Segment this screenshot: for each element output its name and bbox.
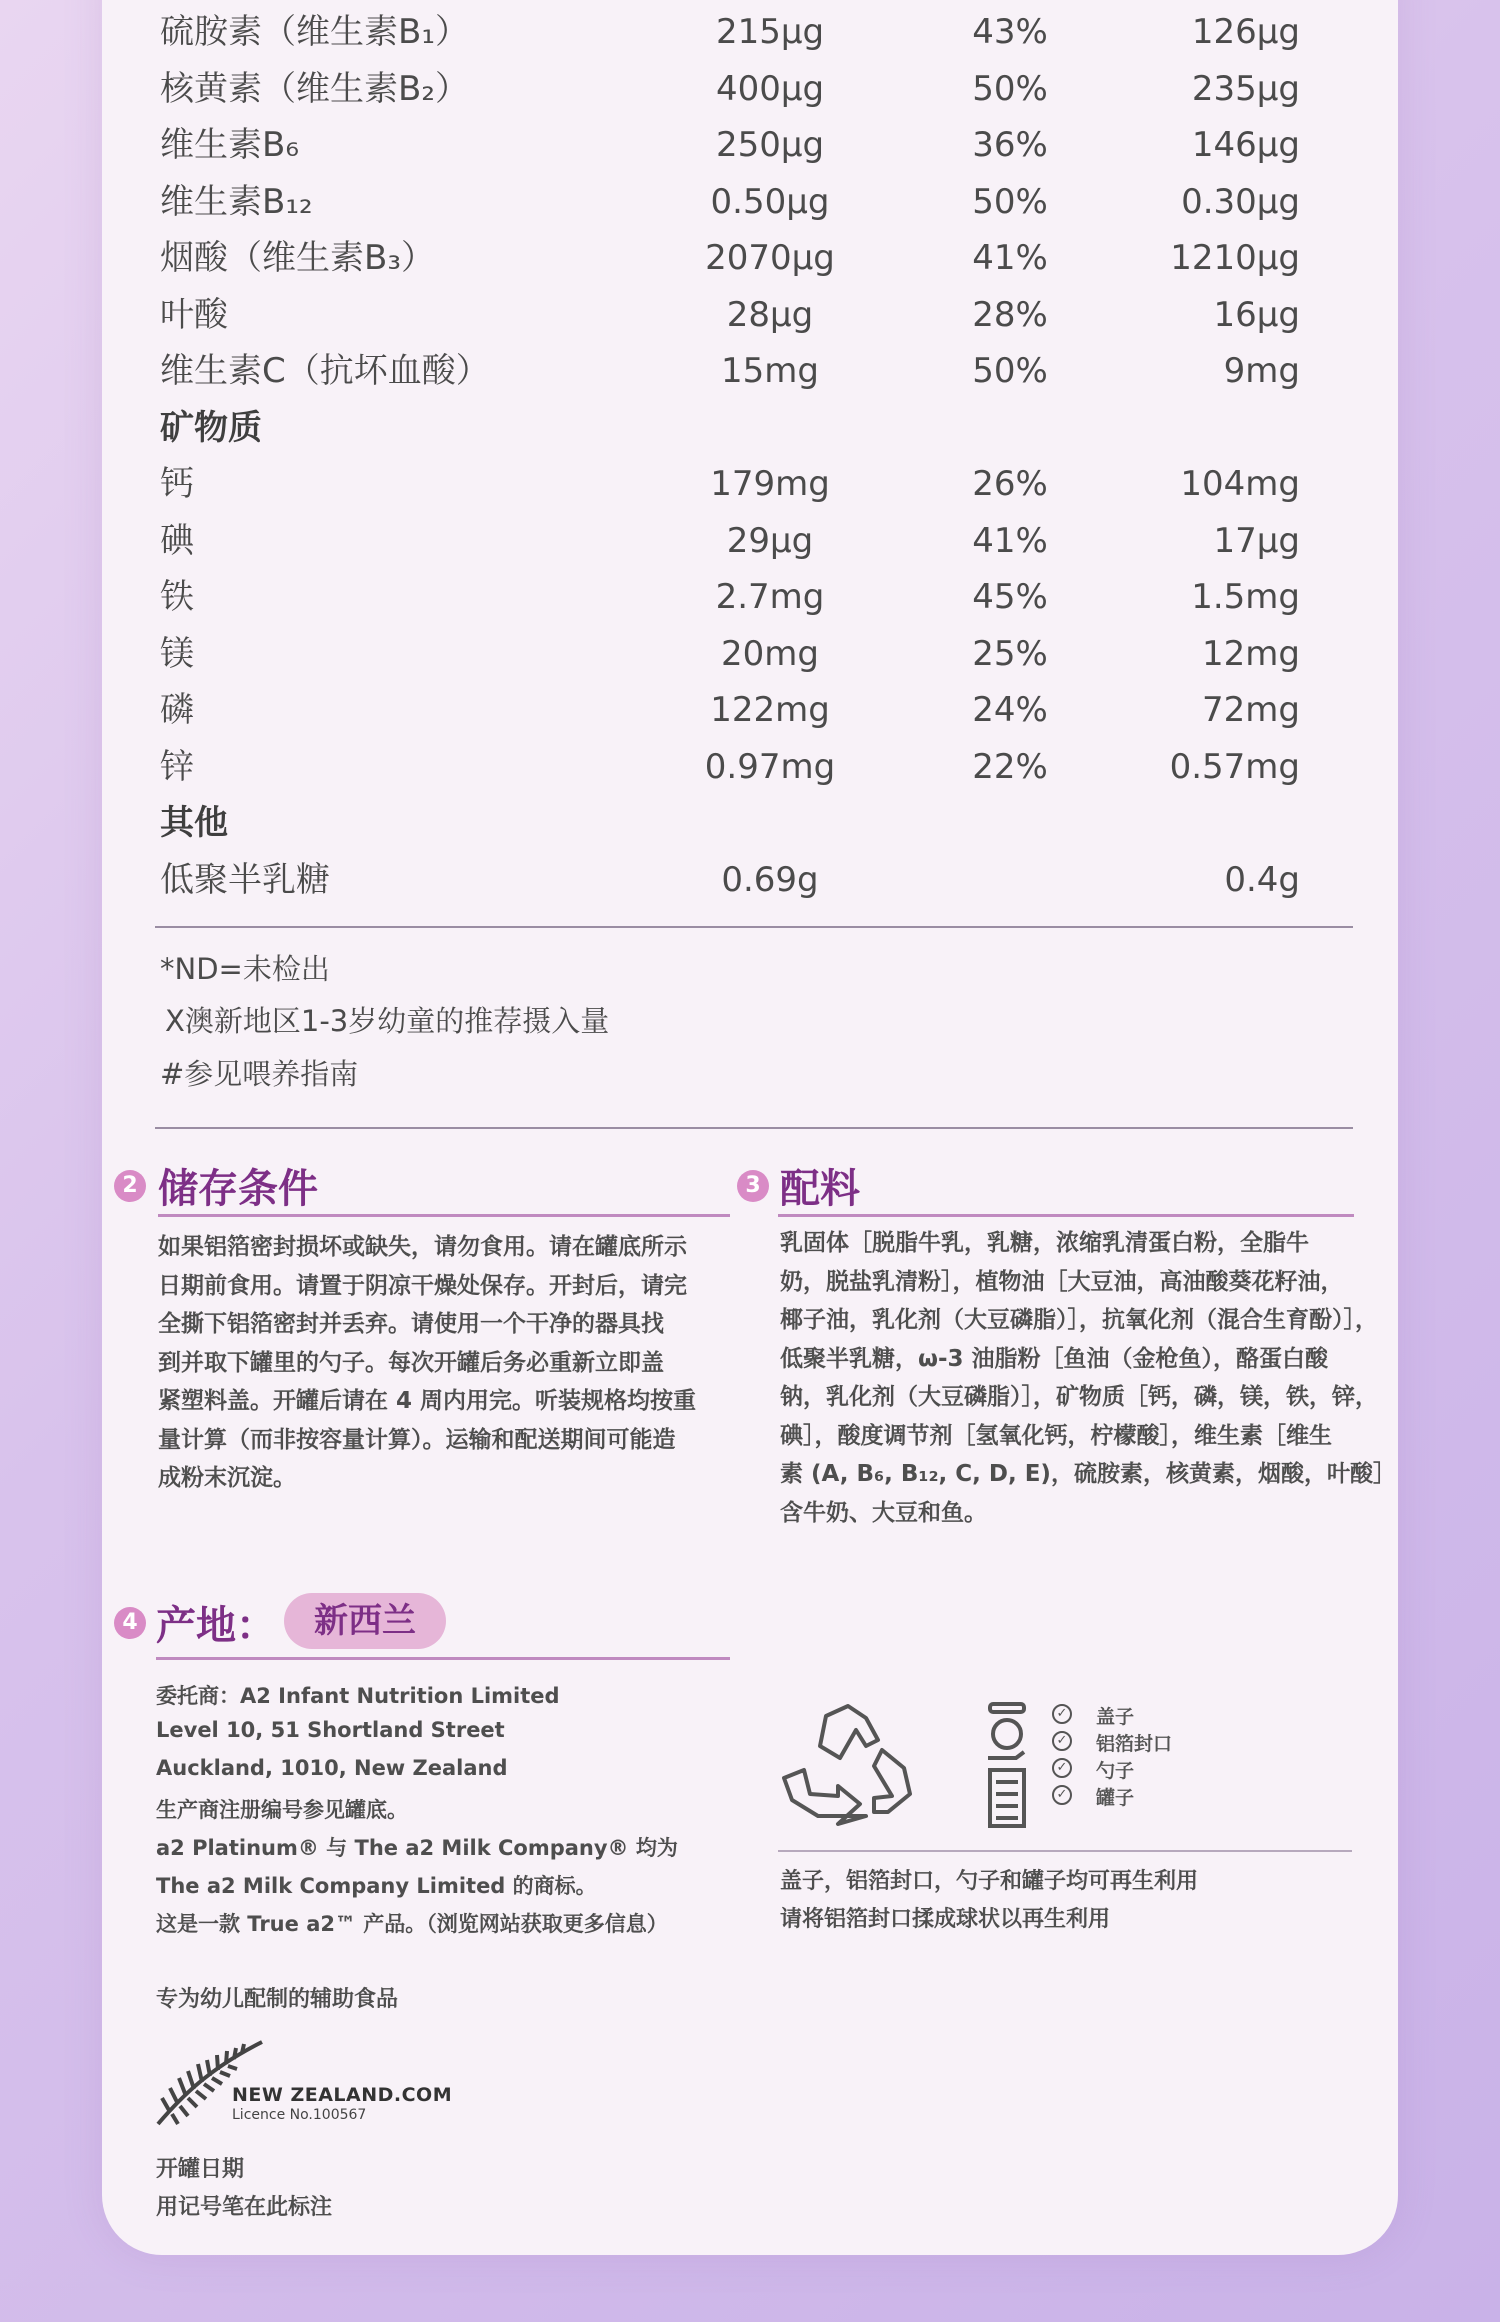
nutrient-name: 维生素B₁₂ bbox=[160, 181, 313, 222]
nutrient-name: 钙 bbox=[160, 464, 194, 504]
amount-per-serving: 12mg bbox=[1202, 633, 1300, 674]
nutrient-row bbox=[160, 626, 1340, 682]
amount-per-100g: 0.50μg bbox=[710, 181, 830, 222]
recycle-divider bbox=[778, 1850, 1352, 1852]
nutrient-row bbox=[160, 456, 1340, 512]
recycle-icon bbox=[778, 1700, 918, 1832]
recycle-instruction: 请将铝箔封口揉成球状以再生利用 bbox=[780, 1907, 1111, 1932]
origin-line: a2 Platinum® 与 The a2 Milk Company® 均为 bbox=[156, 1836, 678, 1860]
text-line: 如果铝箔密封损坏或缺失，请勿食用。请在罐底所示 bbox=[158, 1234, 687, 1260]
origin-line: The a2 Milk Company Limited 的商标。 bbox=[156, 1874, 597, 1898]
nrv-percent: 50% bbox=[972, 68, 1048, 109]
amount-per-100g: 0.97mg bbox=[704, 746, 836, 787]
text-line: 紧塑料盖。开罐后请在 4 周内用完。听装规格均按重 bbox=[158, 1388, 697, 1414]
nutrient-name: 其他 bbox=[160, 803, 228, 843]
amount-per-100g: 15mg bbox=[721, 351, 819, 391]
origin-line: Level 10, 51 Shortland Street bbox=[156, 1718, 505, 1742]
amount-per-serving: 72mg bbox=[1202, 690, 1300, 730]
origin-line: Auckland, 1010, New Zealand bbox=[156, 1756, 508, 1780]
text-line: 含牛奶、大豆和鱼。 bbox=[780, 1499, 987, 1526]
nutrient-row bbox=[160, 287, 1340, 343]
supplementary-food-note: 专为幼儿配制的辅助食品 bbox=[156, 1987, 399, 2012]
nrv-percent: 50% bbox=[972, 351, 1048, 391]
origin-line: 委托商：A2 Infant Nutrition Limited bbox=[156, 1684, 560, 1708]
origin-line: 生产商注册编号参见罐底。 bbox=[156, 1798, 408, 1822]
text-line: 低聚半乳糖，ω-3 油脂粉［鱼油（金枪鱼），酪蛋白酸 bbox=[780, 1345, 1329, 1372]
text-line: 成粉末沉淀。 bbox=[158, 1465, 296, 1491]
check-circle-icon: ✓ bbox=[1052, 1758, 1072, 1778]
origin-country-badge: 新西兰 bbox=[284, 1593, 446, 1649]
amount-per-serving: 146μg bbox=[1191, 125, 1300, 165]
nutrient-name: 锌 bbox=[160, 746, 194, 787]
recyclable-part-label: 铝箔封口 bbox=[1096, 1733, 1173, 1755]
nutrient-row bbox=[160, 117, 1340, 173]
nutrient-name: 铁 bbox=[160, 577, 194, 617]
amount-per-serving: 0.30μg bbox=[1181, 181, 1300, 222]
nutrient-row bbox=[160, 174, 1340, 230]
text-line: 量计算（而非按容量计算）。运输和配送期间可能造 bbox=[158, 1426, 676, 1453]
nutrient-row bbox=[160, 739, 1340, 795]
text-line: 奶，脱盐乳清粉］，植物油［大豆油，高油酸葵花籽油， bbox=[780, 1268, 1344, 1295]
nrv-percent: 41% bbox=[972, 520, 1048, 561]
recyclable-part-label: 罐子 bbox=[1096, 1787, 1135, 1809]
text-line: 素 (A, B₆, B₁₂, C, D, E)，硫胺素，核黄素，烟酸，叶酸］ bbox=[780, 1461, 1396, 1487]
text-line: 碘］，酸度调节剂［氢氧化钙，柠檬酸］，维生素［维生 bbox=[780, 1422, 1332, 1449]
amount-per-100g: 28μg bbox=[726, 294, 814, 335]
footnote-nd: *ND=未检出 bbox=[160, 952, 330, 986]
text-line: 日期前食用。请置于阴凉干燥处保存。开封后，请完 bbox=[158, 1272, 687, 1299]
amount-per-serving: 16μg bbox=[1213, 294, 1300, 335]
amount-per-100g: 29μg bbox=[726, 520, 814, 561]
footnote-rni: X澳新地区1-3岁幼童的推荐摄入量 bbox=[165, 1004, 610, 1038]
amount-per-serving: 126μg bbox=[1191, 12, 1300, 52]
nutrient-row bbox=[160, 682, 1340, 738]
text-line: 钠，乳化剂（大豆磷脂）］，矿物质［钙，磷，镁，铁，锌， bbox=[780, 1384, 1378, 1410]
nutrient-row bbox=[160, 343, 1340, 399]
nutrient-row bbox=[160, 4, 1340, 60]
origin-title: 产地： bbox=[156, 1603, 276, 1649]
nutrient-name: 碘 bbox=[160, 520, 194, 561]
footnote-feeding-guide: #参见喂养指南 bbox=[160, 1057, 359, 1091]
nutrient-name: 核黄素（维生素B₂） bbox=[160, 68, 469, 109]
nrv-percent: 25% bbox=[972, 633, 1048, 674]
category-row bbox=[160, 795, 1340, 851]
check-circle-icon: ✓ bbox=[1052, 1731, 1072, 1751]
nutrient-name: 维生素C（抗坏血酸） bbox=[160, 351, 490, 391]
amount-per-100g: 0.69g bbox=[721, 859, 819, 900]
nutrient-name: 叶酸 bbox=[160, 294, 228, 335]
amount-per-100g: 179mg bbox=[710, 464, 830, 504]
amount-per-serving: 0.4g bbox=[1224, 859, 1300, 900]
check-circle-icon: ✓ bbox=[1052, 1704, 1072, 1724]
nutrient-row bbox=[160, 513, 1340, 569]
amount-per-100g: 2070μg bbox=[705, 238, 835, 278]
amount-per-100g: 400μg bbox=[715, 68, 825, 109]
nrv-percent: 24% bbox=[972, 690, 1048, 730]
nrv-percent: 41% bbox=[972, 238, 1048, 278]
section-number-badge: 2 bbox=[114, 1170, 146, 1202]
ingredients-underline bbox=[778, 1214, 1354, 1217]
nutrient-name: 烟酸（维生素B₃） bbox=[160, 238, 435, 278]
nrv-percent: 26% bbox=[972, 464, 1048, 504]
nrv-percent: 36% bbox=[972, 125, 1048, 165]
nrv-percent: 50% bbox=[972, 181, 1048, 222]
ingredients-text bbox=[780, 1224, 1396, 1532]
open-date-label: 开罐日期 bbox=[156, 2157, 245, 2182]
container-parts-icon bbox=[982, 1700, 1032, 1832]
notes-divider bbox=[155, 1127, 1353, 1129]
check-circle-icon: ✓ bbox=[1052, 1785, 1072, 1805]
amount-per-serving: 1210μg bbox=[1170, 238, 1300, 278]
amount-per-100g: 20mg bbox=[721, 633, 819, 674]
storage-text bbox=[158, 1228, 738, 1498]
section-number-badge: 3 bbox=[737, 1170, 769, 1202]
nutrient-row bbox=[160, 61, 1340, 117]
table-divider bbox=[155, 926, 1353, 928]
nutrient-name: 磷 bbox=[160, 690, 194, 730]
ingredients-title: 配料 bbox=[780, 1166, 860, 1212]
nrv-percent: 28% bbox=[972, 294, 1048, 335]
nutrient-row bbox=[160, 569, 1340, 625]
category-row bbox=[160, 400, 1340, 456]
nz-logo-text: NEW ZEALAND.COM bbox=[232, 2084, 453, 2106]
amount-per-serving: 104mg bbox=[1180, 464, 1300, 504]
amount-per-serving: 235μg bbox=[1191, 68, 1300, 109]
amount-per-serving: 0.57mg bbox=[1169, 746, 1300, 787]
nrv-percent: 43% bbox=[972, 12, 1048, 52]
text-line: 椰子油，乳化剂（大豆磷脂）］，抗氧化剂（混合生育酚）］， bbox=[780, 1307, 1378, 1333]
recyclable-part-label: 勺子 bbox=[1096, 1760, 1135, 1782]
section-number-badge: 4 bbox=[114, 1607, 146, 1639]
amount-per-serving: 1.5mg bbox=[1191, 577, 1300, 617]
nutrient-name: 镁 bbox=[160, 633, 194, 674]
origin-line: 这是一款 True a2™ 产品。（浏览网站获取更多信息） bbox=[156, 1912, 668, 1936]
amount-per-100g: 122mg bbox=[710, 690, 830, 730]
nrv-percent: 22% bbox=[972, 746, 1048, 787]
nutrient-row bbox=[160, 230, 1340, 286]
amount-per-serving: 17μg bbox=[1213, 520, 1300, 561]
open-date-hint: 用记号笔在此标注 bbox=[156, 2195, 333, 2220]
nz-licence-number: Licence No.100567 bbox=[232, 2107, 367, 2123]
origin-underline bbox=[156, 1657, 730, 1660]
text-line: 到并取下罐里的勺子。每次开罐后务必重新立即盖 bbox=[158, 1349, 664, 1376]
amount-per-serving: 9mg bbox=[1223, 351, 1300, 391]
amount-per-100g: 2.7mg bbox=[715, 577, 825, 617]
amount-per-100g: 215μg bbox=[715, 12, 825, 52]
nutrient-name: 低聚半乳糖 bbox=[160, 859, 330, 900]
nutrient-row bbox=[160, 852, 1340, 908]
nutrient-name: 硫胺素（维生素B₁） bbox=[160, 12, 469, 52]
text-line: 乳固体［脱脂牛乳，乳糖，浓缩乳清蛋白粉，全脂牛 bbox=[780, 1230, 1309, 1256]
nutrient-name: 矿物质 bbox=[160, 407, 262, 448]
recyclable-part-label: 盖子 bbox=[1096, 1706, 1135, 1728]
storage-underline bbox=[158, 1214, 730, 1217]
nutrient-name: 维生素B₆ bbox=[160, 125, 299, 165]
recycle-note: 盖子，铝箔封口，勺子和罐子均可再生利用 bbox=[780, 1869, 1199, 1894]
storage-title: 储存条件 bbox=[158, 1166, 318, 1212]
text-line: 全撕下铝箔密封并丢弃。请使用一个干净的器具找 bbox=[158, 1311, 664, 1337]
amount-per-100g: 250μg bbox=[715, 125, 825, 165]
nrv-percent: 45% bbox=[972, 577, 1048, 617]
